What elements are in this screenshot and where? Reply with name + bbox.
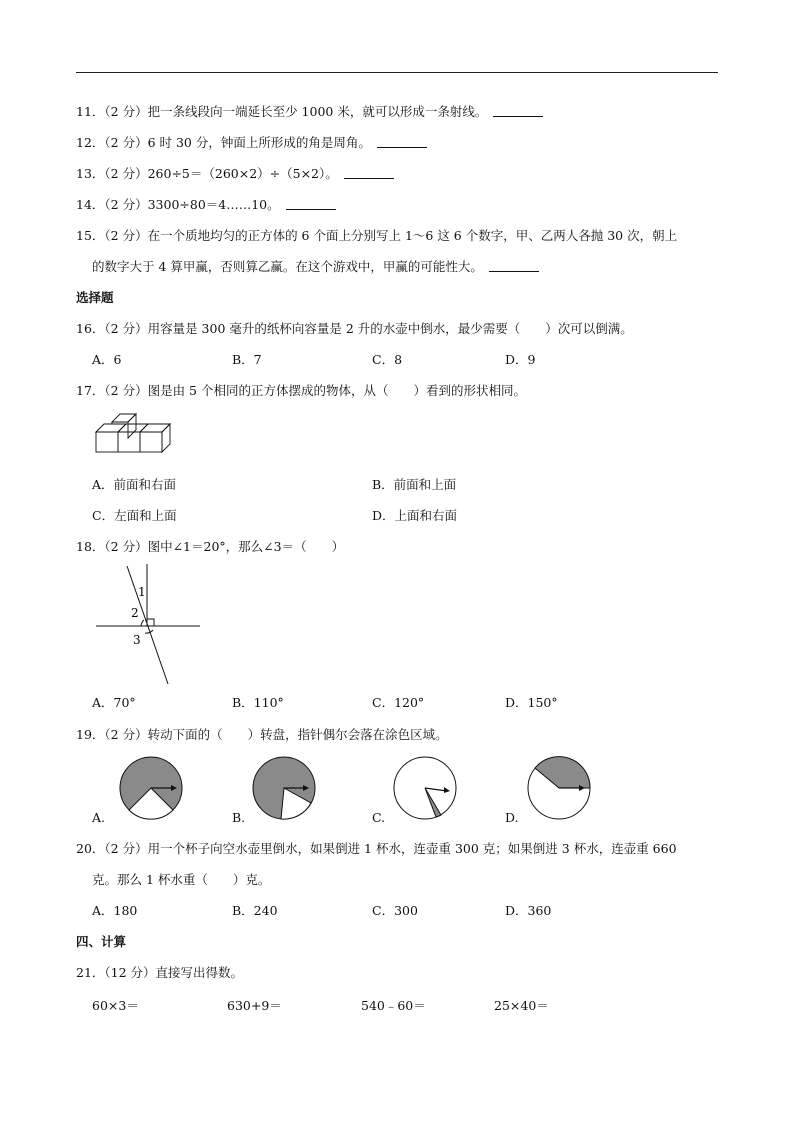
q18-option-c[interactable]: C．120° (372, 695, 425, 710)
question-21: 21．（12 分）直接写出得数。 (76, 965, 244, 980)
q19-option-b[interactable]: B. (232, 810, 246, 825)
q19-option-c[interactable]: C. (372, 810, 386, 825)
question-13: 13．（2 分）260÷5＝（260×2）÷（5×2）。 (76, 166, 394, 182)
question-15: 15．（2 分）在一个质地均匀的正方体的 6 个面上分别写上 1～6 这 6 个数字，甲、乙两人各抛 30 次，朝上 (76, 228, 678, 243)
calc-item[interactable]: 540﹣60＝ (361, 998, 426, 1013)
question-16: 16．（2 分）用容量是 300 毫升的纸杯向容量是 2 升的水壶中倒水，最少需要（ ）次可以倒满。 (76, 321, 633, 336)
q18-option-b[interactable]: B．110° (232, 695, 284, 710)
q18-option-d[interactable]: D．150° (505, 695, 558, 710)
question-14: 14．（2 分）3300÷80＝4……10。 (76, 197, 336, 213)
question-12: 12．（2 分）6 时 30 分，钟面上所形成的角是周角。 (76, 135, 427, 151)
angle-label-3: 3 (133, 633, 141, 647)
q20-option-a[interactable]: A．180 (92, 903, 138, 918)
q17-option-b[interactable]: B．前面和上面 (372, 477, 457, 492)
q18-option-a[interactable]: A．70° (92, 695, 136, 710)
q20-option-c[interactable]: C．300 (372, 903, 418, 918)
q20-option-d[interactable]: D．360 (505, 903, 552, 918)
q16-option-a[interactable]: A．6 (92, 352, 122, 367)
question-20-cont: 克。那么 1 杯水重（ ）克。 (92, 872, 271, 887)
question-17: 17．（2 分）图是由 5 个相同的正方体摆成的物体，从（ ）看到的形状相同。 (76, 383, 526, 398)
spinner-c[interactable] (393, 756, 457, 820)
q16-option-d[interactable]: D．9 (505, 352, 536, 367)
spinner-d[interactable] (527, 756, 591, 820)
answer-blank[interactable] (286, 197, 336, 210)
calc-item[interactable]: 630+9＝ (227, 998, 282, 1013)
answer-blank[interactable] (489, 259, 539, 272)
q16-option-c[interactable]: C．8 (372, 352, 403, 367)
calc-item[interactable]: 60×3＝ (92, 998, 139, 1013)
q17-option-d[interactable]: D．上面和右面 (372, 508, 458, 523)
q20-option-b[interactable]: B．240 (232, 903, 278, 918)
question-11: 11．（2 分）把一条线段向一端延长至少 1000 米，就可以形成一条射线。 (76, 104, 543, 120)
header-rule (76, 72, 718, 73)
q17-option-a[interactable]: A．前面和右面 (92, 477, 177, 492)
q17-option-c[interactable]: C．左面和上面 (92, 508, 177, 523)
answer-blank[interactable] (344, 166, 394, 179)
question-18: 18．（2 分）图中∠1＝20°，那么∠3＝（ ） (76, 539, 345, 554)
answer-blank[interactable] (493, 104, 543, 117)
section-heading-calc: 四、计算 (76, 934, 127, 949)
q19-option-a[interactable]: A. (92, 810, 106, 825)
angle-label-2: 2 (131, 606, 139, 620)
calc-item[interactable]: 25×40＝ (494, 998, 549, 1013)
q19-option-d[interactable]: D. (505, 810, 519, 825)
cube-figure (93, 414, 173, 458)
angle-figure (93, 564, 203, 686)
angle-label-1: 1 (138, 585, 146, 599)
answer-blank[interactable] (377, 135, 427, 148)
question-15-cont: 的数字大于 4 算甲赢，否则算乙赢。在这个游戏中，甲赢的可能性大。 (92, 259, 539, 275)
spinner-b[interactable] (252, 756, 316, 820)
question-20: 20．（2 分）用一个杯子向空水壶里倒水，如果倒进 1 杯水，连壶重 300 克；如果倒进 3 杯水，连壶重 660 (76, 841, 677, 856)
spinner-a[interactable] (119, 756, 183, 820)
q16-option-b[interactable]: B．7 (232, 352, 262, 367)
question-19: 19．（2 分）转动下面的（ ）转盘，指针偶尔会落在涂色区域。 (76, 727, 448, 742)
section-heading-choice: 选择题 (76, 290, 114, 305)
